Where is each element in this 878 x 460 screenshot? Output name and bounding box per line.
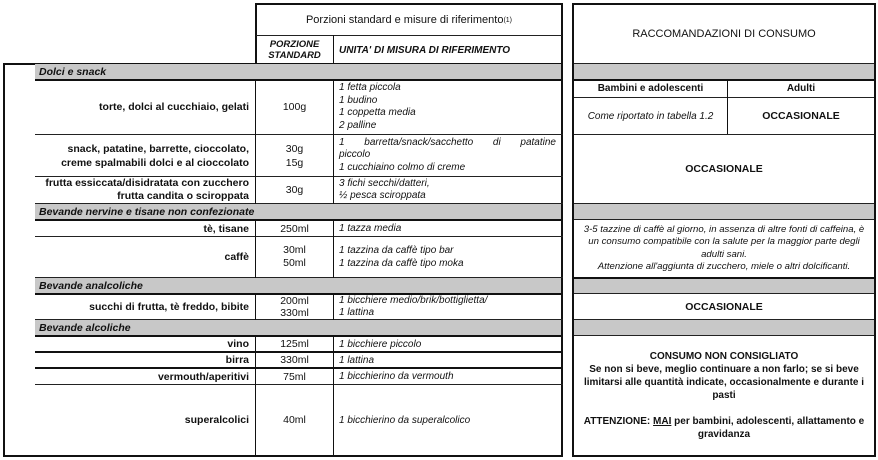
portion-cell: 200ml 330ml [280,294,309,319]
portion-cell: 330ml [280,354,309,366]
col-header-portion: PORZIONE STANDARD [268,39,321,61]
unit-cell: 1 bicchiere piccolo [339,338,422,350]
band-alcoliche [574,320,874,336]
food-cell: caffè [224,251,249,263]
alcoliche-recommendation: CONSUMO NON CONSIGLIATO Se non si beve, meglio continuare a non farlo; se si beve limitarsi alle quantità indicate, occasionalmente e durante i pasti ATTENZIONE: MAI per bambini, adolescenti, allattamento e gravidanza [583,351,865,440]
recommendations-title: RACCOMANDAZIONI DI CONSUMO [632,28,816,40]
unit-cell: 1 tazza media [339,223,402,234]
food-cell: vermouth/aperitivi [157,370,249,383]
category-band-nervine: Bevande nervine e tisane non confezionate [35,204,561,220]
band-nervine [574,204,874,220]
col-header-children: Bambini e adolescenti [597,83,704,94]
portion-cell: 30g [285,184,304,196]
caffe-recommendation: 3-5 tazzine di caffè al giorno, in assenza di altre fonti di caffeina, è un consumo compatibile con la salute per la maggior parte degli adulti sani. Attenzione all'aggiunta di zucchero, miele o altri dolcificanti. [583,223,865,272]
food-cell: tè, tisane [203,222,249,235]
unit-cell: 3 fichi secchi/datteri, ½ pesca sciroppata [339,177,430,201]
food-cell: birra [225,354,249,366]
unit-cell: 1 lattina [339,354,375,366]
food-cell: vino [227,338,249,350]
unit-cell: 1 bicchierino da superalcolico [339,414,471,426]
portion-cell: 75ml [283,370,306,383]
band-analcoliche [574,278,874,294]
footnote-ref: (1) [503,16,513,24]
portion-cell: 40ml [283,414,306,426]
alcohol-warning: ATTENZIONE: MAI per bambini, adolescenti, allattamento e [583,416,865,427]
unit-cell: 1 bicchierino da vermouth [339,371,454,382]
portion-cell: 30g 15g [285,142,304,169]
category-band-analcoliche: Bevande analcoliche [35,278,561,294]
portion-cell: 100g [282,101,307,113]
analcoliche-recommendation: OCCASIONALE [685,300,763,313]
portion-group-title: Porzioni standard e misure di riferimento (1) [305,14,513,26]
portion-cell: 30ml 50ml [283,244,306,269]
band-dolci [574,64,874,80]
food-cell: frutta essiccata/disidratata con zucchero frutta candita o sciroppata [45,177,249,202]
category-band-dolci: Dolci e snack [35,64,561,80]
torte-children-recommendation: Come riportato in tabella 1.2 [587,110,714,122]
unit-cell: 1 fetta piccola 1 budino 1 coppetta media 2 palline [339,82,416,131]
food-cell: torte, dolci al cucchiaio, gelati [99,101,249,113]
category-band-alcoliche: Bevande alcoliche [35,320,561,336]
food-cell: succhi di frutta, tè freddo, bibite [89,301,249,313]
unit-cell: 1 bicchiere medio/brik/bottiglietta/ 1 lattina [339,294,488,318]
food-cell: snack, patatine, barrette, cioccolato, creme spalmabili dolci e al cioccolato [61,142,249,169]
snack-recommendation: OCCASIONALE [685,163,763,175]
unit-cell: 1 barretta/snack/sacchetto di patatine piccolo 1 cucchiaino colmo di creme [339,136,556,173]
unit-cell: 1 tazzina da caffè tipo bar 1 tazzina da caffè tipo moka [339,245,464,269]
col-header-unit: UNITA' DI MISURA DI RIFERIMENTO [339,44,511,56]
torte-adults-recommendation: OCCASIONALE [762,110,840,122]
col-header-adults: Adulti [786,83,816,94]
portion-cell: 125ml [280,338,309,350]
food-cell: superalcolici [184,414,249,426]
portion-cell: 250ml [280,222,309,235]
